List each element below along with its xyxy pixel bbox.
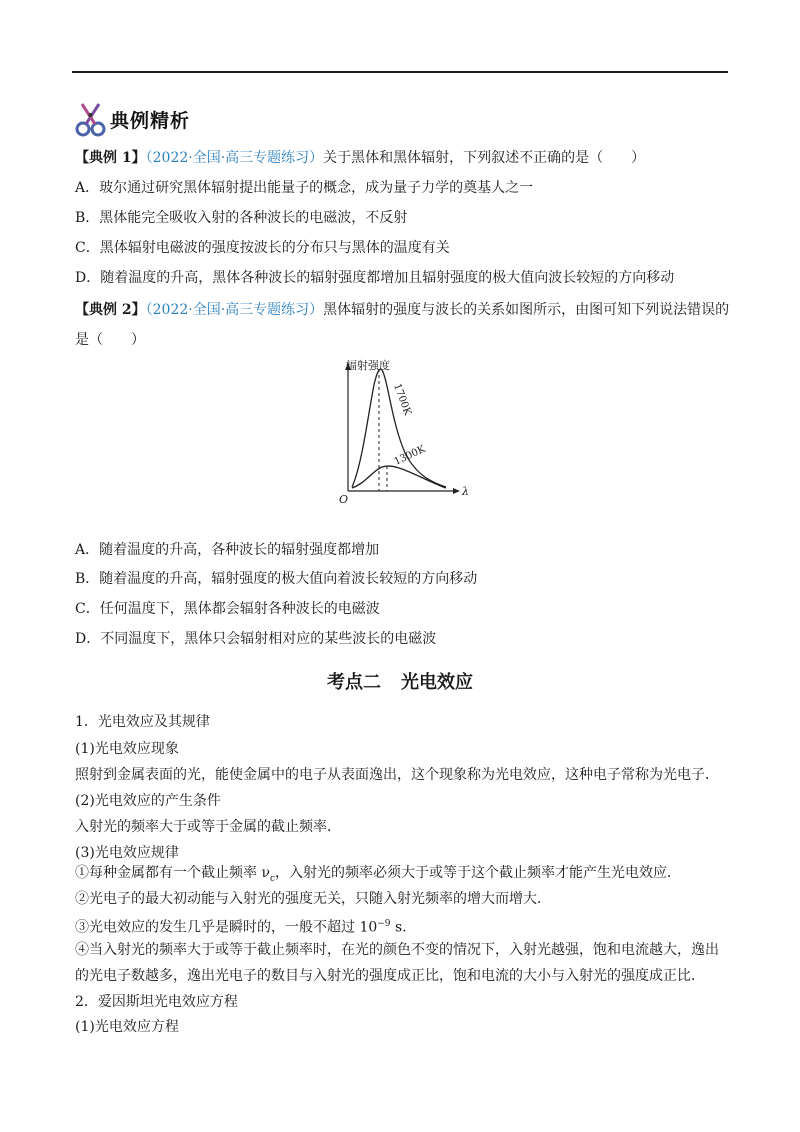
option-b: B．随着温度的升高，辐射强度的极大值向着波长较短的方向移动 bbox=[75, 571, 478, 587]
body-line: 的光电子数越多，逸出光电子的数目与入射光的强度成正比，饱和电流的大小与入射光的强度成正比． bbox=[75, 968, 705, 984]
example-source: （2022·全国·高三专题练习） bbox=[145, 302, 324, 318]
text-segment: ③光电效应的发生几乎是瞬时的，一般不超过 10 bbox=[75, 919, 378, 936]
body-line: (3)光电效应规律 bbox=[75, 845, 179, 861]
example-2-question-cont: 是（ ） bbox=[75, 332, 145, 348]
curve-1700k-label: 1700K bbox=[391, 382, 413, 417]
body-line: ④当入射光的频率大于或等于截止频率时，在光的颜色不变的情况下，入射光越强，饱和电流越大，逸出 bbox=[75, 942, 719, 958]
section-heading bbox=[0, 668, 800, 694]
body-line: ②光电子的最大初动能与入射光的强度无关，只随入射光频率的增大而增大． bbox=[75, 891, 551, 907]
body-line: (2)光电效应的产生条件 bbox=[75, 793, 221, 809]
top-rule bbox=[72, 71, 728, 73]
body-line: (1)光电效应方程 bbox=[75, 1019, 179, 1035]
option-c: C．黑体辐射电磁波的强度按波长的分布只与黑体的温度有关 bbox=[75, 240, 450, 256]
text-segment: ，入射光的频率必须大于或等于这个截止频率才能产生光电效应． bbox=[275, 865, 682, 881]
example-source: （2022·全国·高三专题练习） bbox=[145, 150, 324, 166]
example-question-text: 关于黑体和黑体辐射，下列叙述不正确的是（ ） bbox=[323, 150, 646, 166]
blackbody-figure bbox=[322, 355, 472, 505]
body-line: 1．光电效应及其规律 bbox=[75, 714, 210, 730]
example-2-question bbox=[75, 300, 729, 320]
body-line: 照射到金属表面的光，能使金属中的电子从表面逸出，这个现象称为光电效应，这种电子常称为光电子． bbox=[75, 767, 719, 783]
example-question-text: 黑体辐射的强度与波长的关系如图所示，由图可知下列说法错误的 bbox=[323, 302, 730, 318]
text-segment: s. bbox=[390, 919, 407, 936]
text-segment: ①每种金属都有一个截止频率 ν bbox=[75, 865, 270, 881]
section-header bbox=[74, 100, 274, 140]
example-tag: 【典例 1】 bbox=[75, 150, 146, 166]
option-d: D．随着温度的升高，黑体各种波长的辐射强度都增加且辐射强度的极大值向波长较短的方向移动 bbox=[75, 270, 675, 286]
option-a: A．随着温度的升高，各种波长的辐射强度都增加 bbox=[75, 542, 380, 558]
body-line: (1)光电效应现象 bbox=[75, 741, 179, 757]
x-axis-label: λ bbox=[462, 485, 469, 498]
body-line: 入射光的频率大于或等于金属的截止频率． bbox=[75, 819, 341, 835]
option-d: D．不同温度下，黑体只会辐射相对应的某些波长的电磁波 bbox=[75, 631, 437, 647]
example-1-question bbox=[75, 148, 645, 168]
section-heading-part-a: 考点二 bbox=[327, 672, 381, 693]
y-axis-label: 辐射强度 bbox=[346, 359, 390, 372]
option-c: C．任何温度下，黑体都会辐射各种波长的电磁波 bbox=[75, 601, 380, 617]
body-line-freq bbox=[75, 863, 681, 889]
curve-1300k-label: 1300K bbox=[392, 443, 428, 468]
scissors-icon bbox=[74, 100, 108, 138]
option-b: B．黑体能完全吸收入射的各种波长的电磁波，不反射 bbox=[75, 210, 408, 226]
body-line: 2．爱因斯坦光电效应方程 bbox=[75, 994, 238, 1010]
option-a: A．玻尔通过研究黑体辐射提出能量子的概念，成为量子力学的奠基人之一 bbox=[75, 180, 534, 196]
section-title: 典例精析 bbox=[110, 110, 191, 132]
example-tag: 【典例 2】 bbox=[75, 302, 146, 318]
section-heading-part-b: 光电效应 bbox=[401, 672, 473, 693]
body-line-time bbox=[75, 914, 407, 938]
origin-label: O bbox=[339, 493, 349, 505]
subscript: c bbox=[269, 873, 276, 884]
superscript: −9 bbox=[377, 919, 391, 929]
